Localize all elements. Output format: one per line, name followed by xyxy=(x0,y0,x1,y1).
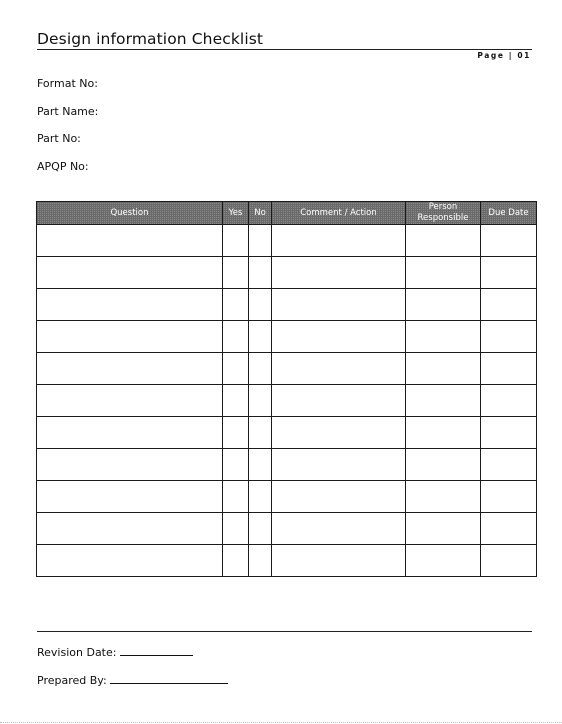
no-cell[interactable] xyxy=(249,481,272,513)
prepared-by-blank[interactable] xyxy=(110,673,228,684)
table-row xyxy=(37,289,537,321)
yes-cell[interactable] xyxy=(223,321,249,353)
person-cell[interactable] xyxy=(406,385,481,417)
yes-cell[interactable] xyxy=(223,257,249,289)
comment-cell[interactable] xyxy=(272,513,406,545)
question-cell[interactable] xyxy=(37,353,223,385)
person-cell[interactable] xyxy=(406,513,481,545)
table-row xyxy=(37,417,537,449)
person-cell[interactable] xyxy=(406,321,481,353)
table-row xyxy=(37,225,537,257)
person-cell[interactable] xyxy=(406,481,481,513)
no-cell[interactable] xyxy=(249,417,272,449)
due-date-cell[interactable] xyxy=(481,385,537,417)
document-title: Design information Checklist xyxy=(37,30,264,48)
table-row xyxy=(37,449,537,481)
prepared-by-field xyxy=(37,673,228,687)
due-date-cell[interactable] xyxy=(481,321,537,353)
due-date-cell[interactable] xyxy=(481,513,537,545)
due-date-cell[interactable] xyxy=(481,257,537,289)
no-cell[interactable] xyxy=(249,545,272,577)
comment-cell[interactable] xyxy=(272,289,406,321)
question-cell[interactable] xyxy=(37,321,223,353)
column-header-yes: Yes xyxy=(223,202,249,225)
comment-cell[interactable] xyxy=(272,353,406,385)
no-cell[interactable] xyxy=(249,257,272,289)
no-cell[interactable] xyxy=(249,385,272,417)
table-row xyxy=(37,257,537,289)
yes-cell[interactable] xyxy=(223,545,249,577)
comment-cell[interactable] xyxy=(272,225,406,257)
due-date-cell[interactable] xyxy=(481,353,537,385)
checklist-table xyxy=(36,201,537,577)
column-header-due-date: Due Date xyxy=(481,202,537,225)
column-header-person-responsible: Person Responsible xyxy=(406,202,481,225)
part-name-label: Part Name: xyxy=(37,105,99,118)
due-date-cell[interactable] xyxy=(481,545,537,577)
table-row xyxy=(37,385,537,417)
title-divider xyxy=(37,49,532,50)
footer-divider xyxy=(37,631,532,632)
question-cell[interactable] xyxy=(37,513,223,545)
question-cell[interactable] xyxy=(37,257,223,289)
no-cell[interactable] xyxy=(249,449,272,481)
question-cell[interactable] xyxy=(37,385,223,417)
question-cell[interactable] xyxy=(37,481,223,513)
column-header-no: No xyxy=(249,202,272,225)
comment-cell[interactable] xyxy=(272,257,406,289)
column-header-comment-action: Comment / Action xyxy=(272,202,406,225)
question-cell[interactable] xyxy=(37,225,223,257)
revision-date-label: Revision Date: xyxy=(37,646,117,659)
due-date-cell[interactable] xyxy=(481,225,537,257)
question-cell[interactable] xyxy=(37,417,223,449)
prepared-by-label: Prepared By: xyxy=(37,674,107,687)
comment-cell[interactable] xyxy=(272,385,406,417)
revision-date-field xyxy=(37,645,193,659)
comment-cell[interactable] xyxy=(272,417,406,449)
person-cell[interactable] xyxy=(406,225,481,257)
apqp-no-label: APQP No: xyxy=(37,160,89,173)
comment-cell[interactable] xyxy=(272,481,406,513)
due-date-cell[interactable] xyxy=(481,449,537,481)
person-cell[interactable] xyxy=(406,289,481,321)
person-cell[interactable] xyxy=(406,545,481,577)
page-number: Page | 01 xyxy=(477,51,531,60)
question-cell[interactable] xyxy=(37,449,223,481)
table-row xyxy=(37,321,537,353)
table-row xyxy=(37,481,537,513)
no-cell[interactable] xyxy=(249,289,272,321)
person-cell[interactable] xyxy=(406,417,481,449)
column-header-question: Question xyxy=(37,202,223,225)
table-row xyxy=(37,545,537,577)
yes-cell[interactable] xyxy=(223,289,249,321)
question-cell[interactable] xyxy=(37,545,223,577)
question-cell[interactable] xyxy=(37,289,223,321)
part-no-label: Part No: xyxy=(37,132,81,145)
no-cell[interactable] xyxy=(249,225,272,257)
person-cell[interactable] xyxy=(406,353,481,385)
due-date-cell[interactable] xyxy=(481,417,537,449)
yes-cell[interactable] xyxy=(223,417,249,449)
table-row xyxy=(37,353,537,385)
page-edge xyxy=(0,722,562,723)
comment-cell[interactable] xyxy=(272,321,406,353)
due-date-cell[interactable] xyxy=(481,481,537,513)
revision-date-blank[interactable] xyxy=(120,645,193,656)
format-no-label: Format No: xyxy=(37,77,98,90)
no-cell[interactable] xyxy=(249,321,272,353)
yes-cell[interactable] xyxy=(223,385,249,417)
comment-cell[interactable] xyxy=(272,545,406,577)
table-row xyxy=(37,513,537,545)
yes-cell[interactable] xyxy=(223,481,249,513)
due-date-cell[interactable] xyxy=(481,289,537,321)
yes-cell[interactable] xyxy=(223,225,249,257)
yes-cell[interactable] xyxy=(223,353,249,385)
yes-cell[interactable] xyxy=(223,513,249,545)
person-cell[interactable] xyxy=(406,449,481,481)
table-header-row xyxy=(37,202,537,225)
no-cell[interactable] xyxy=(249,513,272,545)
comment-cell[interactable] xyxy=(272,449,406,481)
no-cell[interactable] xyxy=(249,353,272,385)
person-cell[interactable] xyxy=(406,257,481,289)
yes-cell[interactable] xyxy=(223,449,249,481)
